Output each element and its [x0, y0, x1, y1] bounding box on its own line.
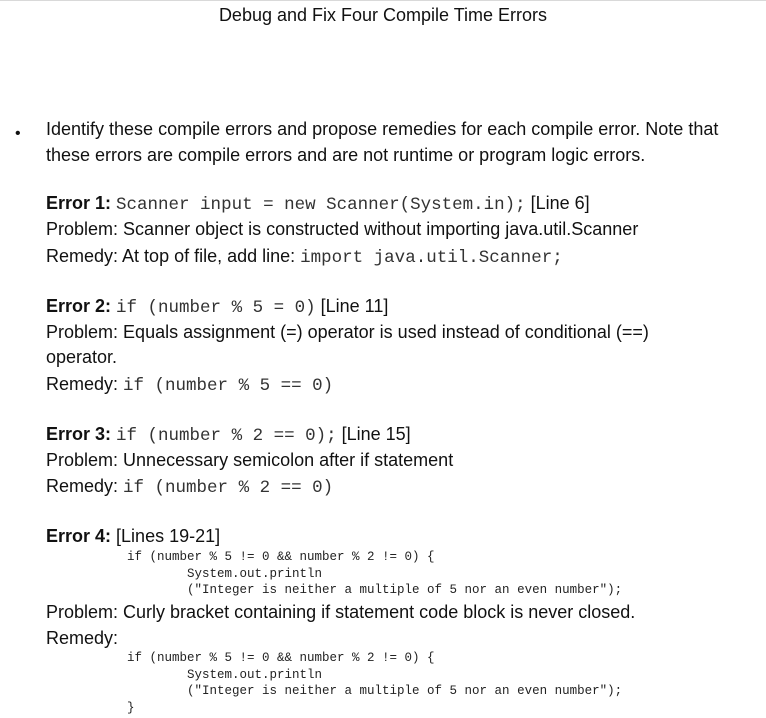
error-3-problem — [46, 448, 453, 473]
remedy-label: Remedy: — [46, 476, 119, 496]
error-3-heading — [46, 422, 411, 449]
problem-text: Equals assignment (=) operator is used instead of conditional (==) — [123, 322, 649, 342]
remedy-code: import java.util.Scanner; — [300, 248, 563, 268]
problem-label: Problem: — [46, 450, 119, 470]
error-4-remedy-code-block: if (number % 5 != 0 && number % 2 != 0) { System.out.println ("Integer is neither a multiple of 5 nor an even number"); } — [127, 651, 623, 715]
line-reference: [Line 15] — [341, 424, 411, 444]
error-label: Error 2: — [46, 296, 112, 316]
intro-paragraph: Identify these compile errors and propose remedies for each compile error. Note that these errors are compile errors and are not runtime or program logic errors. — [46, 119, 719, 165]
line-reference: [Line 6] — [530, 193, 590, 213]
error-4-heading — [46, 524, 220, 549]
remedy-label: Remedy: — [46, 628, 119, 648]
remedy-code: if (number % 2 == 0) — [123, 478, 334, 498]
remedy-label: Remedy: — [46, 374, 119, 394]
error-label: Error 4: — [46, 526, 112, 546]
remedy-text: At top of file, add line: — [122, 246, 296, 266]
error-2-problem-cont: operator. — [46, 347, 118, 367]
error-label: Error 1: — [46, 193, 112, 213]
error-2-problem — [46, 320, 649, 345]
bullet-icon: • — [15, 125, 21, 142]
error-2-remedy — [46, 372, 333, 399]
problem-label: Problem: — [46, 219, 119, 239]
problem-label: Problem: — [46, 322, 119, 342]
error-1-heading — [46, 191, 590, 218]
error-code: if (number % 5 = 0) — [116, 298, 316, 318]
problem-text: Curly bracket containing if statement code block is never closed. — [123, 602, 636, 622]
page-title: Debug and Fix Four Compile Time Errors — [218, 5, 548, 25]
remedy-label: Remedy: — [46, 246, 119, 266]
error-4-remedy — [46, 626, 118, 651]
problem-text: Unnecessary semicolon after if statement — [123, 450, 454, 470]
error-4-problem — [46, 600, 635, 625]
line-reference: [Line 11] — [320, 296, 389, 316]
error-1-problem — [46, 217, 638, 242]
error-code: Scanner input = new Scanner(System.in); — [116, 195, 526, 215]
problem-label: Problem: — [46, 602, 119, 622]
error-1-remedy — [46, 244, 563, 271]
remedy-code: if (number % 5 == 0) — [123, 376, 334, 396]
line-reference: [Lines 19-21] — [116, 526, 221, 546]
top-rule — [0, 0, 766, 1]
error-code: if (number % 2 == 0); — [116, 426, 337, 446]
error-2-heading — [46, 294, 388, 321]
error-3-remedy — [46, 474, 333, 501]
error-label: Error 3: — [46, 424, 112, 444]
problem-text: Scanner object is constructed without importing java.util.Scanner — [123, 219, 639, 239]
error-4-code-block: if (number % 5 != 0 && number % 2 != 0) { System.out.println ("Integer is neither a multiple of 5 nor an even number"); — [127, 550, 623, 597]
